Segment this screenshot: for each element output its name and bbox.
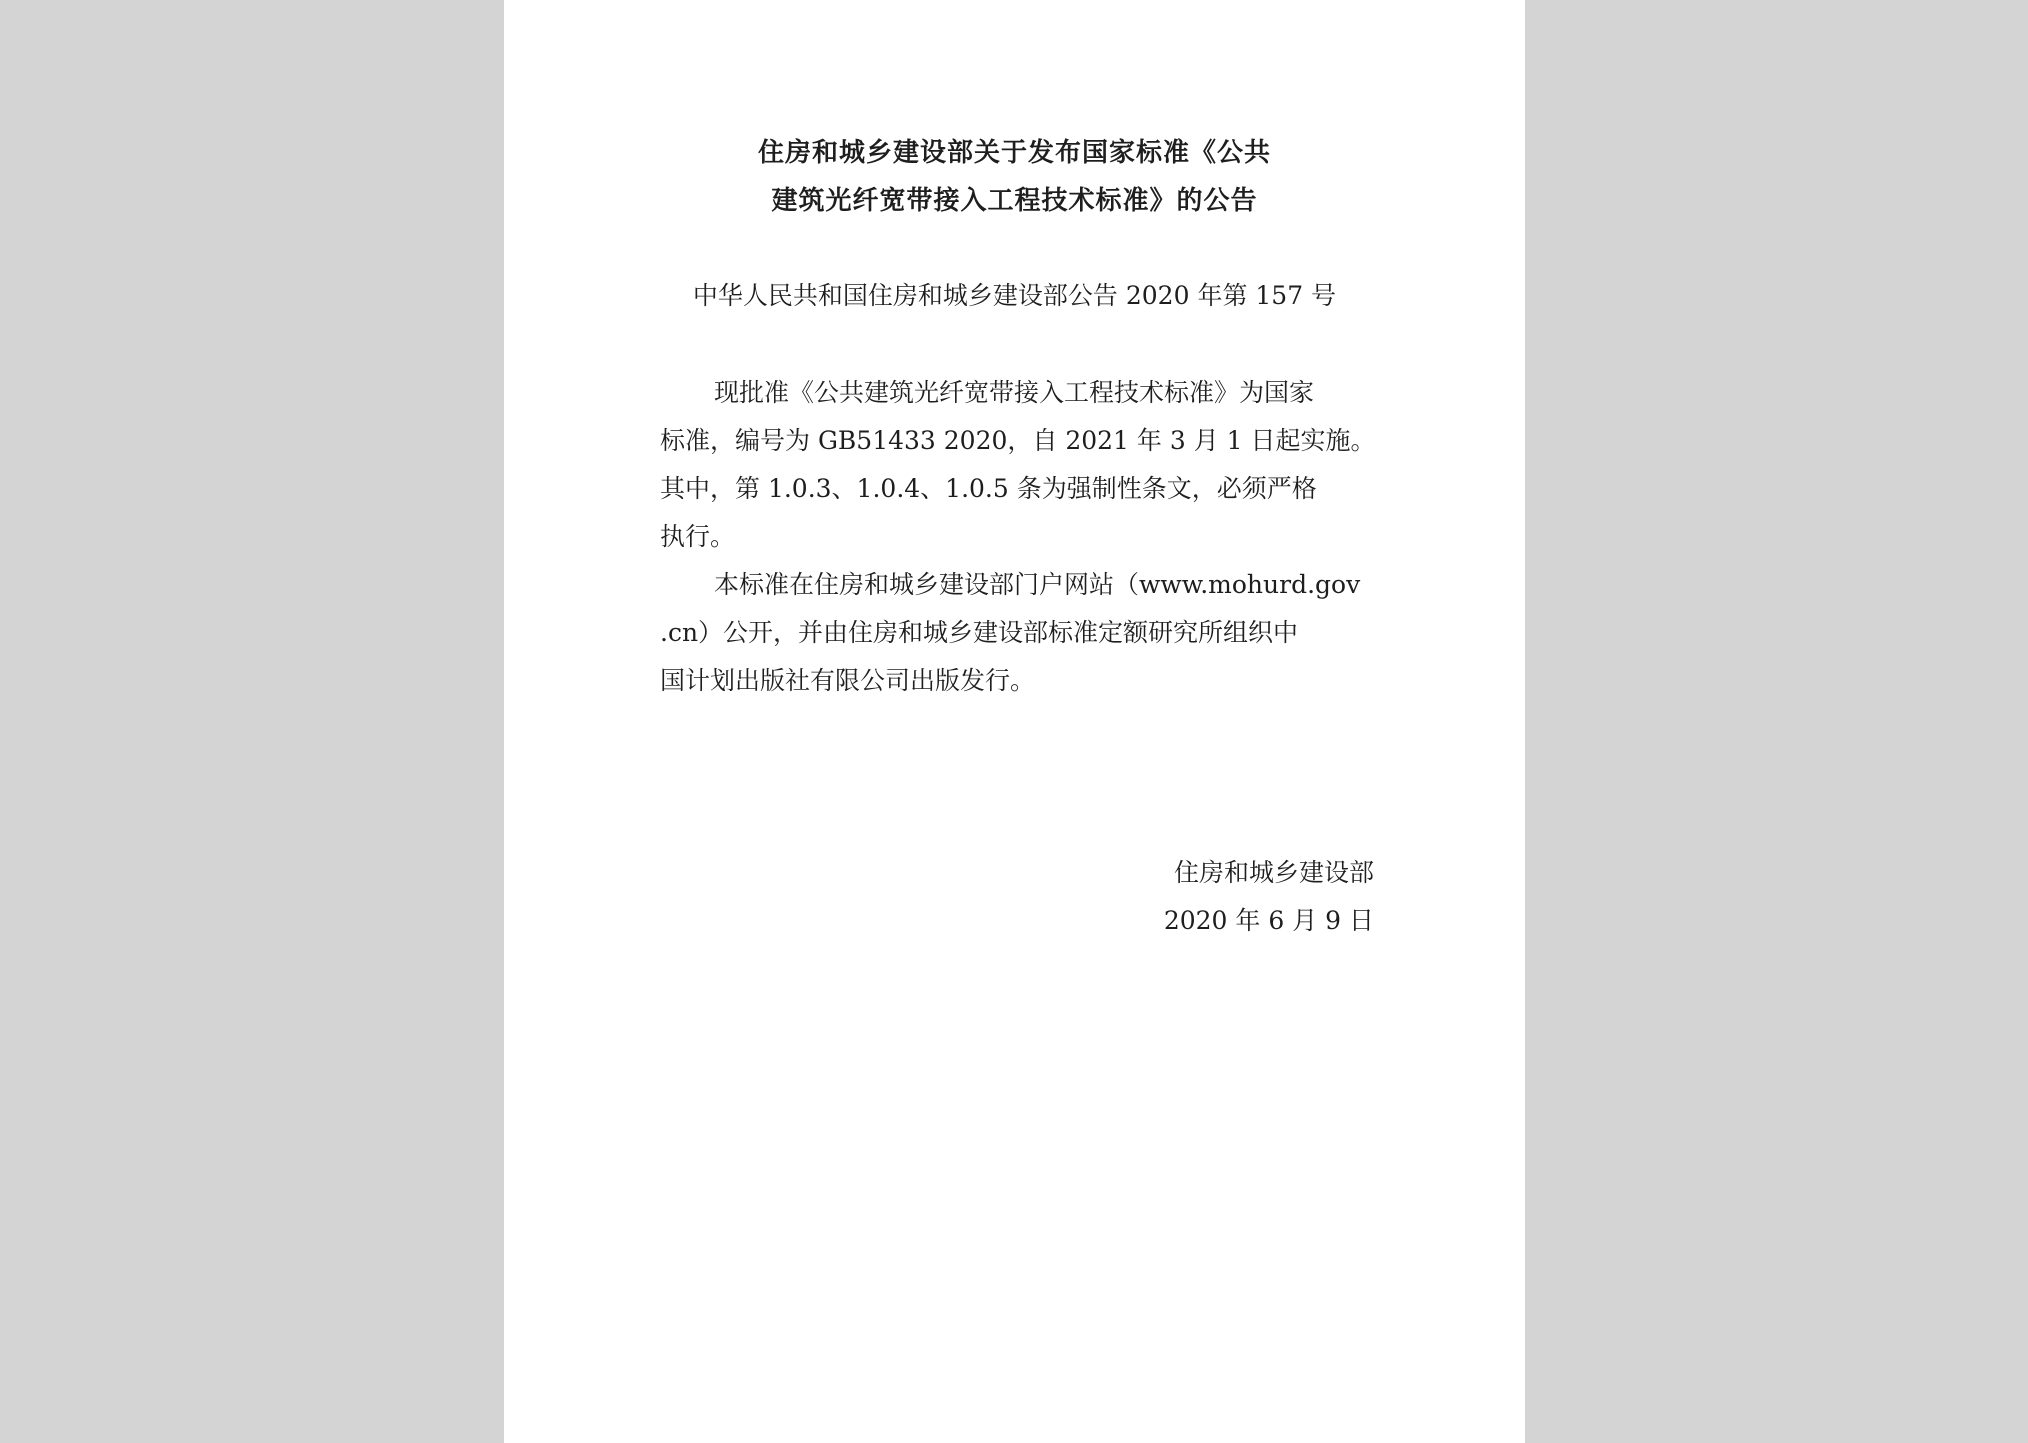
signature-organization: 住房和城乡建设部 bbox=[1173, 858, 1374, 887]
paragraph-approval bbox=[660, 369, 1374, 561]
document-page bbox=[504, 0, 1525, 1443]
paragraph-line: 现批准《公共建筑光纤宽带接入工程技术标准》为国家 bbox=[714, 378, 1315, 407]
document-title-line-2: 建筑光纤宽带接入工程技术标准》的公告 bbox=[771, 186, 1258, 216]
announcement-number: 中华人民共和国住房和城乡建设部公告 2020 年第 157 号 bbox=[692, 281, 1337, 310]
paragraph-line: 其中，第 1.0.3、1.0.4、1.0.5 条为强制性条文，必须严格 bbox=[660, 474, 1317, 503]
document-title-line-1: 住房和城乡建设部关于发布国家标准《公共 bbox=[757, 138, 1271, 168]
paragraph-line: 执行。 bbox=[660, 522, 736, 551]
paragraph-line: 国计划出版社有限公司出版发行。 bbox=[660, 666, 1036, 695]
signature-date: 2020 年 6 月 9 日 bbox=[1163, 906, 1374, 935]
paragraph-publication bbox=[660, 561, 1374, 705]
paragraph-line: 本标准在住房和城乡建设部门户网站（www.mohurd.gov bbox=[714, 570, 1361, 599]
paragraph-line: .cn）公开，并由住房和城乡建设部标准定额研究所组织中 bbox=[660, 618, 1299, 647]
paragraph-line: 标准，编号为 GB51433 2020，自 2021 年 3 月 1 日起实施。 bbox=[660, 426, 1376, 455]
